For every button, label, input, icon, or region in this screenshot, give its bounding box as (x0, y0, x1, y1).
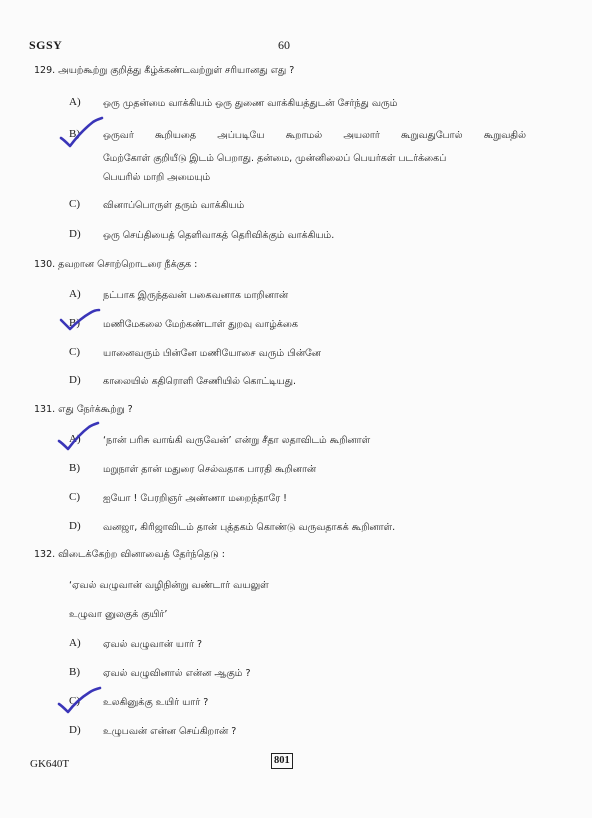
q129-option-a-letter: A) (69, 96, 81, 108)
q132-option-b-letter: B) (69, 666, 80, 678)
q129-b-word: ஒருவர் (103, 130, 134, 141)
q129-b-word: கூறுவதுபோல் (401, 130, 463, 141)
q132-option-d-text: உழுபவன் என்ன செய்கிறான் ? (103, 726, 237, 737)
page-number: 60 (278, 38, 290, 52)
question-132: 132. விடைக்கேற்ற வினாவைத் தேர்ந்தெடு : (34, 549, 225, 560)
q129-b-word: அயலார் (343, 130, 380, 141)
q132-option-a-letter: A) (69, 637, 81, 649)
q129-option-a-text: ஒரு முதன்மை வாக்கியம் ஒரு துணை வாக்கியத்துடன் சேர்ந்து வரும் (103, 98, 398, 109)
q129-option-d-letter: D) (69, 228, 81, 240)
booklet-code: SGSY (29, 38, 63, 52)
q129-option-b-line1 (103, 130, 526, 142)
q129-b-word: கூறியதை (155, 130, 197, 141)
q132-quote-line2: உழுவா னுலகுக் குயிர்’ (69, 609, 168, 620)
question-130: 130. தவறான சொற்றொடரை நீக்குக : (34, 259, 198, 270)
check-mark-icon (56, 684, 104, 718)
check-mark-icon (58, 114, 106, 154)
q131-option-c-text: ஐயோ ! பேரறிஞர் அண்ணா மறைந்தாரே ! (103, 493, 287, 504)
q131-option-b-text: மறுநாள் தான் மதுரை செல்வதாக பாரதி கூறினான் (103, 464, 317, 475)
q132-option-d-letter: D) (69, 724, 81, 736)
q130-option-a-letter: A) (69, 288, 81, 300)
q132-option-a-text: ஏவல் வழுவான் யார் ? (103, 639, 203, 650)
q132-quote-line1: ‘ஏவல் வழுவான் வழிநின்று வண்டார் வயலுள் (69, 580, 269, 591)
q129-option-c-letter: C) (69, 198, 80, 210)
q132-option-c-letter: C) (69, 695, 80, 707)
q129-b-word: கூறாமல் (285, 130, 323, 141)
question-129: 129. அயற்கூற்று குறித்து கீழ்க்கண்டவற்றுள் சரியானது எது ? (34, 65, 295, 76)
q129-option-b-letter: B) (69, 128, 80, 140)
q130-option-d-letter: D) (69, 374, 81, 386)
q131-option-b-letter: B) (69, 462, 80, 474)
q131-option-a-text: ‘நான் பரிசு வாங்கி வருவேன்’ என்று சீதா லதாவிடம் கூறினாள் (103, 435, 371, 446)
q129-option-b-line2: மேற்கோள் குறியீடு இடம் பெறாது. தன்மை, முன்னிலைப் பெயர்கள் படர்க்கைப் (103, 153, 447, 164)
q129-b-word: கூறுவதில் (483, 130, 526, 141)
q131-option-d-text: வனஜா, கிரிஜாவிடம் தான் புத்தகம் கொண்டு வருவதாகக் கூறினாள். (103, 522, 396, 533)
q129-option-d-text: ஒரு செய்தியைத் தெளிவாகத் தெரிவிக்கும் வாக்கியம். (103, 230, 335, 241)
q129-option-c-text: வினாப்பொருள் தரும் வாக்கியம் (103, 200, 245, 211)
q131-option-c-letter: C) (69, 491, 80, 503)
q129-b-word: அப்படியே (217, 130, 265, 141)
q129-option-b-line3: பெயரில் மாறி அமையும் (103, 172, 211, 183)
q130-option-c-text: யானைவரும் பின்னே மணியோசை வரும் பின்னே (103, 348, 322, 359)
q131-option-a-letter: A) (69, 433, 81, 445)
q130-option-d-text: காலையில் கதிரொளி சேணியில் கொட்டியது. (103, 376, 296, 387)
check-mark-icon (58, 306, 102, 336)
footer-code: GK640T (30, 758, 70, 770)
question-131: 131. எது நேர்க்கூற்று ? (34, 404, 133, 415)
footer-page-box: 801 (271, 753, 293, 769)
q132-option-c-text: உலகினுக்கு உயிர் யார் ? (103, 697, 209, 708)
q130-option-c-letter: C) (69, 346, 80, 358)
q132-option-b-text: ஏவல் வழுவினால் என்ன ஆகும் ? (103, 668, 251, 679)
q130-option-b-text: மணிமேகலை மேற்கண்டாள் துறவு வாழ்க்கை (103, 319, 298, 330)
q130-option-a-text: நட்பாக இருந்தவன் பகைவனாக மாறினான் (103, 290, 289, 301)
q130-option-b-letter: B) (69, 317, 80, 329)
q131-option-d-letter: D) (69, 520, 81, 532)
